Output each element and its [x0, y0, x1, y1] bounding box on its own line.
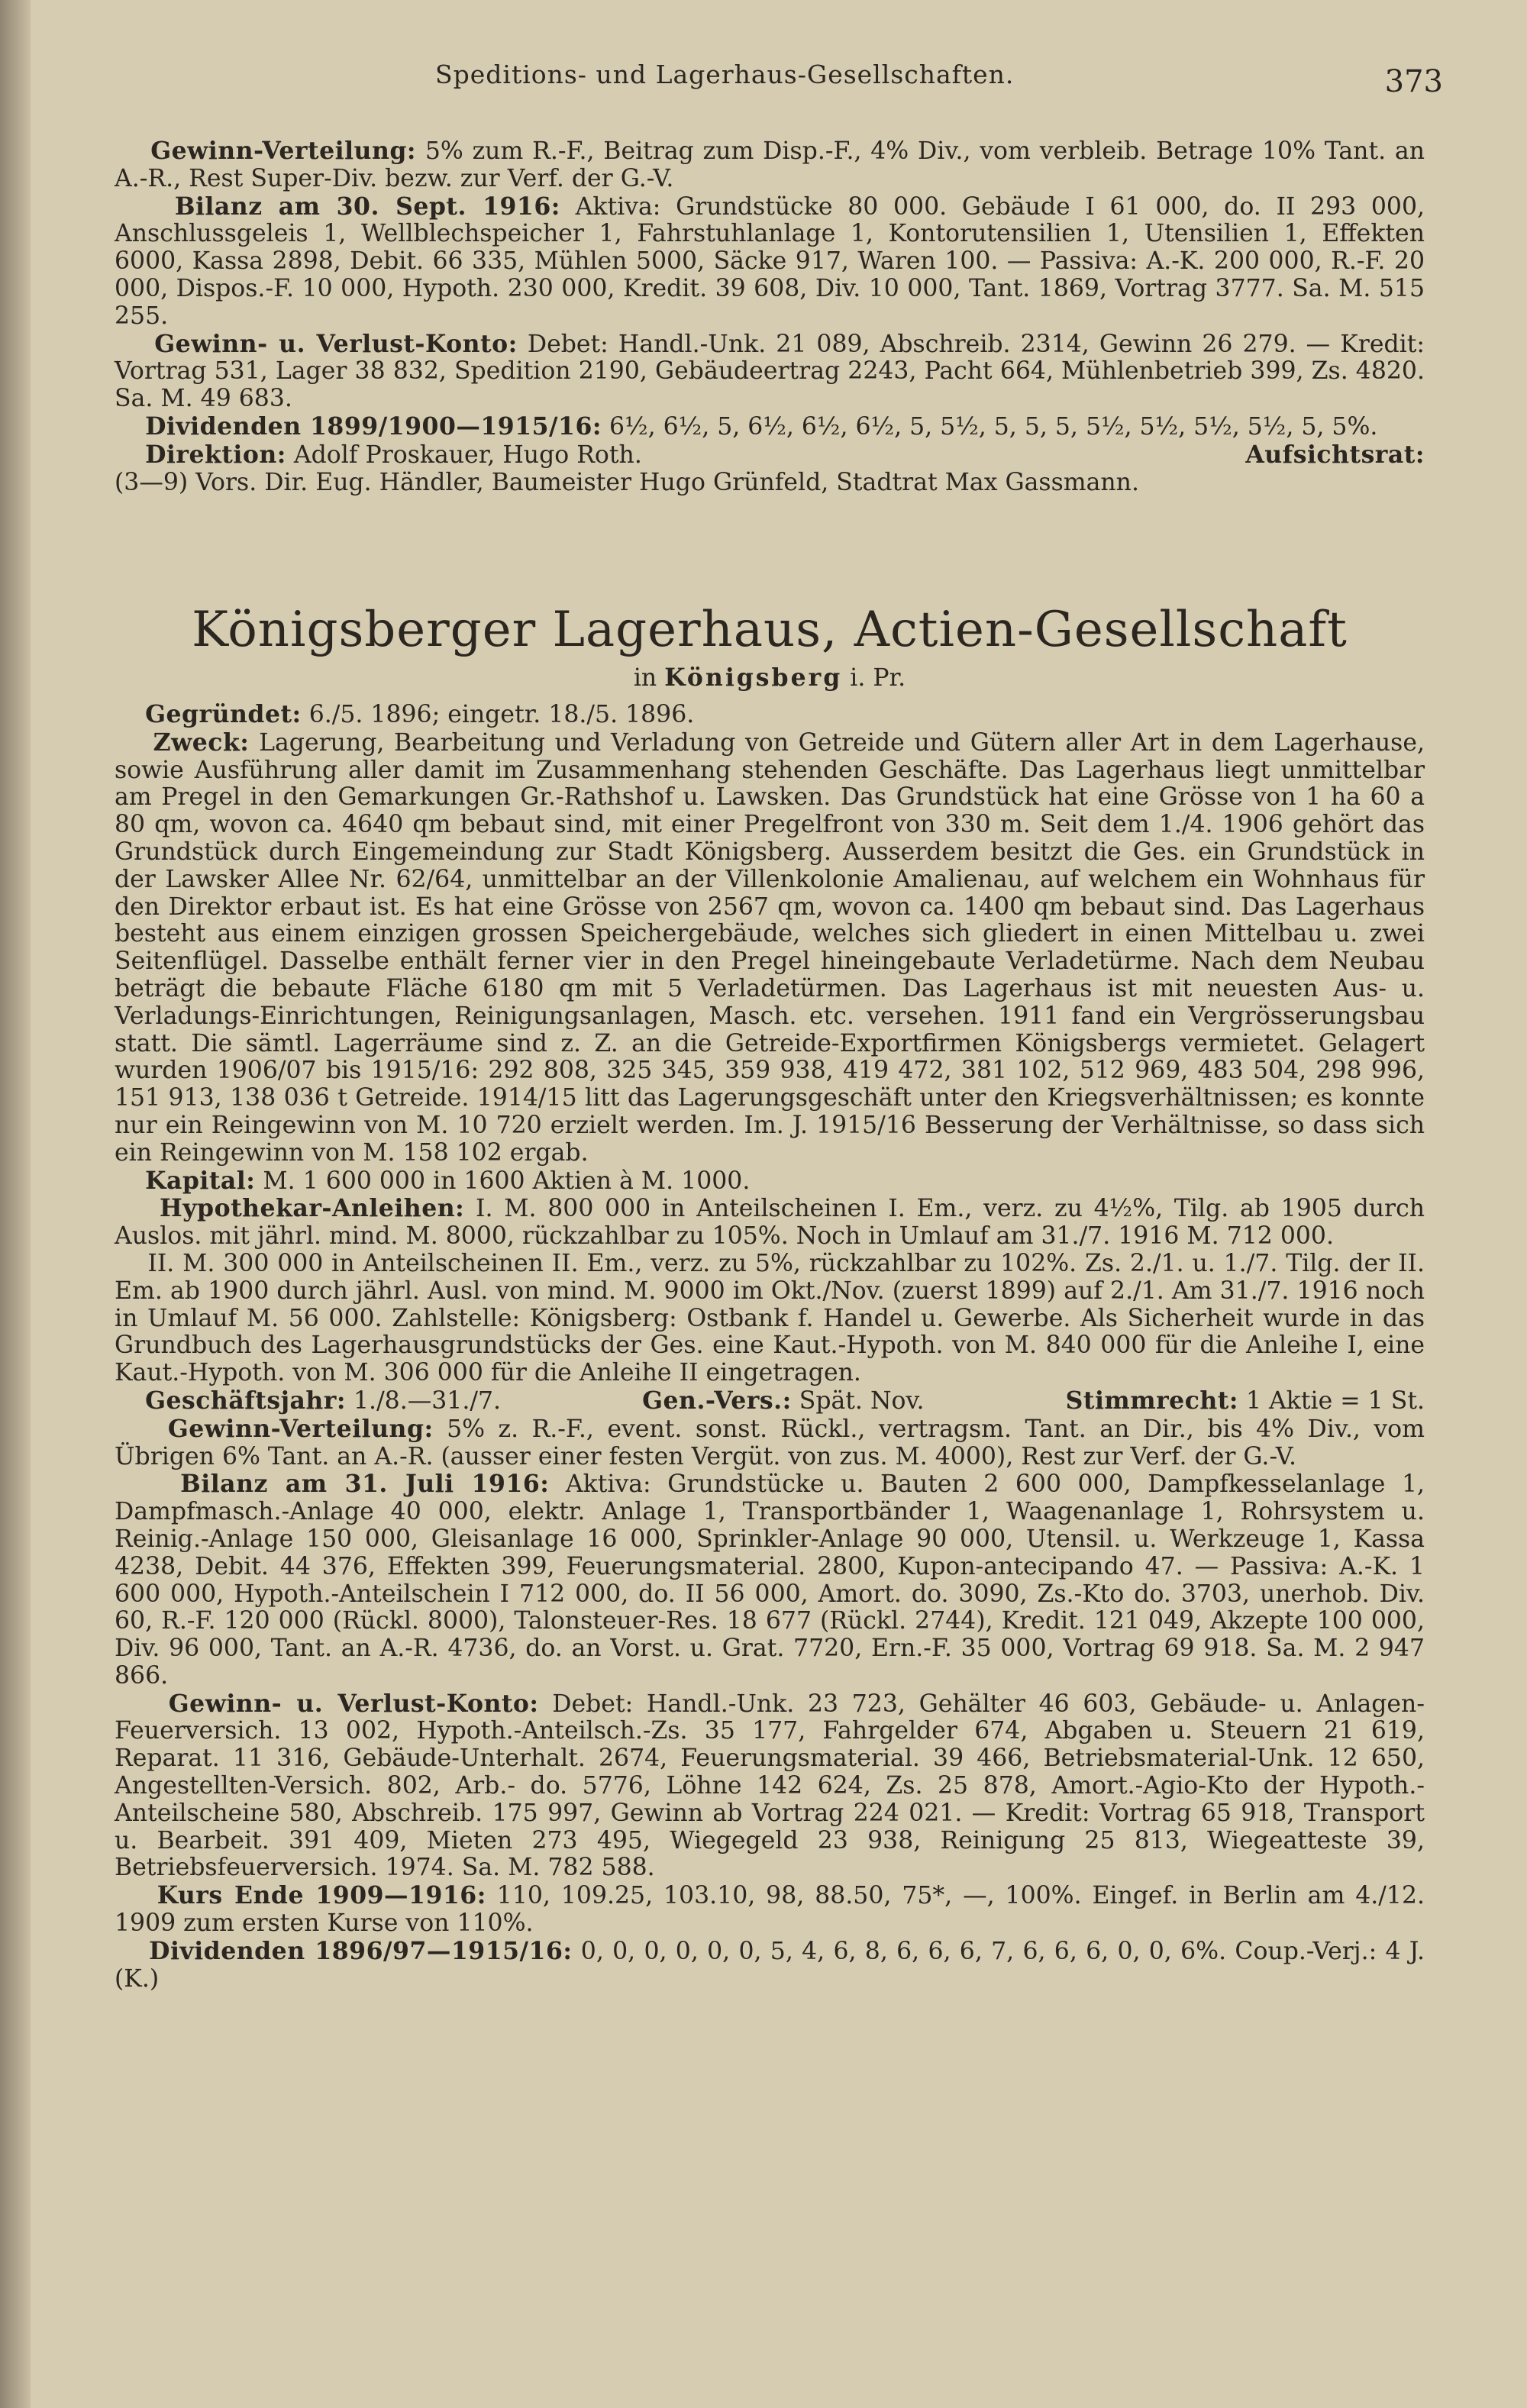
prev-bilanz: [115, 193, 1425, 331]
gegruendet-label: Gegründet:: [145, 700, 302, 728]
dividenden: [115, 1938, 1425, 1993]
prev-gewinn-verteilung-label: Gewinn-Verteilung:: [150, 137, 416, 165]
prev-guv-text: Debet: Handl.-Unk. 21 089, Abschreib. 2314, Gewinn 26 279. — Kredit: Vortrag 531, Lager 38 832, Spedition 2190, Gebäudeertrag 2243, Pacht 664, Mühlenbetrieb 399, Zs. 4820. Sa. M. 49 683.: [115, 330, 1425, 413]
genvers-text: Spät. Nov.: [799, 1386, 925, 1415]
bilanz: [115, 1470, 1425, 1690]
location-city: Königsberg: [664, 663, 843, 692]
gewinn-verteilung-text: 5% z. R.-F., event. sonst. Rückl., vertragsm. Tant. an Dir., bis 4% Div., vom Übrigen 6% Tant. an A.-R. (ausser einer festen Vergüt. von zus. M. 4000), Rest zur Verf. der G.-V.: [115, 1415, 1425, 1470]
kapital-text: M. 1 600 000 in 1600 Aktien à M. 1000.: [263, 1167, 751, 1195]
geschaeftsjahr-label: Geschäftsjahr:: [145, 1386, 346, 1415]
prev-dividenden-text: 6½, 6½, 5, 6½, 6½, 6½, 5, 5½, 5, 5, 5, 5½, 5½, 5½, 5½, 5, 5%.: [609, 412, 1378, 441]
guv-text: Debet: Handl.-Unk. 23 723, Gehälter 46 603, Gebäude- u. Anlagen-Feuerversich. 13 002, Hypoth.-Anteilsch.-Zs. 35 177, Fahrgelder 674, Abgaben u. Steuern 21 619, Reparat. 11 316, Gebäude-Unterhalt. 2674, Feuerungsmaterial. 39 466, Betriebsmaterial-Unk. 12 650, Angestellten-Versich. 802, Arb.- do. 5776, Löhne 142 624, Zs. 25 878, Amort.-Agio-Kto der Hypoth.-Anteilscheine 580, Abschreib. 175 997, Gewinn ab Vortrag 224 021. — Kredit: Vortrag 65 918, Transport u. Bearbeit. 391 409, Mieten 273 495, Wiegegeld 23 938, Reinigung 25 813, Wiegeatteste 39, Betriebsfeuerversich. 1974. Sa. M. 782 588.: [115, 1690, 1425, 1882]
page-number: 373: [1384, 64, 1443, 99]
kurs-text: 110, 109.25, 103.10, 98, 88.50, 75*, —, 100%. Eingef. in Berlin am 4./12. 1909 zum ersten Kurse von 110%.: [115, 1882, 1425, 1938]
gegruendet: [115, 701, 1425, 729]
geschaeftsjahr-text: 1./8.—31./7.: [354, 1386, 501, 1415]
hypothek-label: Hypothekar-Anleihen:: [159, 1194, 465, 1223]
kurs: [115, 1882, 1425, 1938]
bilanz-text: Aktiva: Grundstücke u. Bauten 2 600 000, Dampfkesselanlage 1, Dampfmasch.-Anlage 40 000, elektr. Anlage 1, Transportbänder 1, Waagenanlage 1, Rohrsystem u. Reinig.-Anlage 150 000, Gleisanlage 16 000, Sprinkler-Anlage 90 000, Utensil. u. Werkzeuge 1, Kassa 4238, Debit. 44 376, Effekten 399, Feuerungsmaterial. 2800, Kupon-antecipando 47. — Passiva: A.-K. 1 600 000, Hypoth.-Anteilschein I 712 000, do. II 56 000, Amort. do. 3090, Zs.-Kto do. 3703, unerhob. Div. 60, R.-F. 120 000 (Rückl. 8000), Talonsteuer-Res. 18 677 (Rückl. 2744), Kredit. 121 049, Akzepte 100 000, Div. 96 000, Tant. an A.-R. 4736, do. an Vorst. u. Grat. 7720, Ern.-F. 35 000, Vortrag 69 918. Sa. M. 2 947 866.: [115, 1470, 1425, 1690]
gewinn-verteilung-label: Gewinn-Verteilung:: [167, 1414, 434, 1443]
dividenden-label: Dividenden 1896/97—1915/16:: [149, 1936, 573, 1965]
prev-guv: [115, 331, 1425, 413]
genvers-label: Gen.-Vers.:: [642, 1386, 792, 1415]
stimmrecht-label: Stimmrecht:: [1065, 1386, 1238, 1415]
prev-dividenden-label: Dividenden 1899/1900—1915/16:: [145, 412, 602, 441]
kapital: [115, 1167, 1425, 1196]
geschaeftsjahr-row: [115, 1387, 1425, 1415]
prev-aufsichtsrat: [115, 470, 1425, 497]
kurs-label: Kurs Ende 1909—1916:: [157, 1881, 486, 1910]
gegruendet-text: 6./5. 1896; eingetr. 18./5. 1896.: [308, 701, 695, 728]
previous-entry: [115, 137, 1425, 496]
prev-guv-label: Gewinn- u. Verlust-Konto:: [154, 329, 518, 358]
gewinn-verteilung: [115, 1415, 1425, 1471]
location-prefix: in: [633, 664, 657, 692]
zweck-text: Lagerung, Bearbeitung und Verladung von Getreide und Gütern aller Art in dem Lagerhause, sowie Ausführung aller damit im Zusammenhang stehenden Geschäfte. Das Lagerhaus liegt unmittelbar am Pregel in den Gemarkungen Gr.-Rathshof u. Lawsken. Das Grundstück hat eine Grösse von 1 ha 60 a 80 qm, wovon ca. 4640 qm bebaut sind, mit einer Pregelfront von 330 m. Seit dem 1./4. 1906 gehört das Grundstück durch Eingemeindung zur Stadt Königsberg. Ausserdem besitzt die Ges. ein Grundstück in der Lawsker Allee Nr. 62/64, unmittelbar an der Villenkolonie Amalienau, auf welchem ein Wohnhaus für den Direktor erbaut ist. Es hat eine Grösse von 2567 qm, wovon ca. 1400 qm bebaut sind. Das Lagerhaus besteht aus einem einzigen grossen Speichergebäude, welches sich gliedert in einen Mittelbau u. zwei Seitenflügel. Dasselbe enthält ferner vier in den Pregel hineingebaute Verladetürme. Nach dem Neubau beträgt die bebaute Fläche 6180 qm mit 5 Verladetürmen. Das Lagerhaus ist mit neuesten Aus- u. Verladungs-Einrichtungen, Reinigungsanlagen, Masch. etc. versehen. 1911 fand ein Vergrösserungsbau statt. Die sämtl. Lagerräume sind z. Z. an die Getreide-Exportfirmen Königsbergs vermietet. Gelagert wurden 1906/07 bis 1915/16: 292 808, 325 345, 359 938, 419 472, 381 102, 512 969, 483 504, 298 996, 151 913, 138 036 t Getreide. 1914/15 litt das Lagerungsgeschäft unter den Kriegsverhältnissen; es konnte nur ein Reingewinn von M. 10 720 erzielt werden. Im. J. 1915/16 Besserung der Verhältnisse, so dass sich ein Reingewinn von M. 158 102 ergab.: [115, 728, 1425, 1167]
prev-bilanz-text: Aktiva: Grundstücke 80 000. Gebäude I 61 000, do. II 293 000, Anschlussgeleis 1, Wellblechspeicher 1, Fahrstuhlanlage 1, Kontorutensilien 1, Utensilien 1, Effekten 6000, Kassa 2898, Debit. 66 335, Mühlen 5000, Säcke 917, Waren 100. — Passiva: A.-K. 200 000, R.-F. 20 000, Dispos.-F. 10 000, Hypoth. 230 000, Kredit. 39 608, Div. 10 000, Tant. 1869, Vortrag 3777. Sa. M. 515 255.: [115, 192, 1425, 330]
page-header: [130, 60, 1443, 105]
binding-gutter: [0, 0, 31, 2408]
company-entry: [115, 701, 1425, 1993]
prev-direktion-row: [115, 441, 1425, 470]
prev-aufsichtsrat-label: Aufsichtsrat:: [1245, 440, 1425, 469]
running-head: Speditions- und Lagerhaus-Gesellschaften.: [435, 60, 1015, 89]
guv-label: Gewinn- u. Verlust-Konto:: [168, 1689, 539, 1718]
prev-gewinn-verteilung: [115, 137, 1425, 193]
kapital-label: Kapital:: [145, 1166, 256, 1195]
hypothek: [115, 1195, 1425, 1251]
prev-direktion-text: Adolf Proskauer, Hugo Roth.: [293, 441, 642, 469]
prev-gewinn-verteilung-text: 5% zum R.-F., Beitrag zum Disp.-F., 4% Div., vom verbleib. Betrage 10% Tant. an A.-R., Rest Super-Div. bezw. zur Verf. der G.-V.: [115, 137, 1425, 192]
location-suffix: i. Pr.: [850, 664, 906, 692]
company-location: [115, 664, 1425, 692]
prev-bilanz-label: Bilanz am 30. Sept. 1916:: [174, 192, 560, 221]
prev-aufsichtsrat-text: (3—9) Vors. Dir. Eug. Händler, Baumeister Hugo Grünfeld, Stadtrat Max Gassmann.: [115, 468, 1139, 496]
prev-direktion-label: Direktion:: [145, 440, 286, 469]
hypothek-2: [115, 1251, 1425, 1387]
dividenden-text: 0, 0, 0, 0, 0, 0, 5, 4, 6, 8, 6, 6, 6, 7, 6, 6, 6, 0, 0, 6%. Coup.-Verj.: 4 J. (K.): [115, 1937, 1425, 1993]
prev-dividenden: [115, 413, 1425, 441]
zweck-label: Zweck:: [153, 728, 250, 757]
guv: [115, 1690, 1425, 1883]
hypothek-text: I. M. 800 000 in Anteilscheinen I. Em., verz. zu 4½%, Tilg. ab 1905 durch Auslos. mit jährl. mind. M. 8000, rückzahlbar zu 105%. Noch in Umlauf am 31./7. 1916 M. 712 000.: [115, 1195, 1425, 1251]
bilanz-label: Bilanz am 31. Juli 1916:: [180, 1470, 550, 1499]
stimmrecht-text: 1 Aktie = 1 St.: [1246, 1386, 1425, 1415]
hypothek-2-text: II. M. 300 000 in Anteilscheinen II. Em., verz. zu 5%, rückzahlbar zu 102%. Zs. 2./1. u. 1./7. Tilg. der II. Em. ab 1900 durch jährl. Ausl. von mind. M. 9000 im Okt./Nov. (zuerst 1899) auf 2./1. Am 31./7. 1916 noch in Umlauf M. 56 000. Zahlstelle: Königsberg: Ostbank f. Handel u. Gewerbe. Als Sicherheit wurde in das Grundbuch des Lagerhausgrundstücks der Ges. eine Kaut.-Hypoth. von M. 840 000 für die Anleihe I, eine Kaut.-Hypoth. von M. 306 000 für die Anleihe II eingetragen.: [115, 1249, 1425, 1387]
zweck: [115, 729, 1425, 1167]
company-title: Königsberger Lagerhaus, Actien-Gesellschaft: [192, 602, 1348, 658]
